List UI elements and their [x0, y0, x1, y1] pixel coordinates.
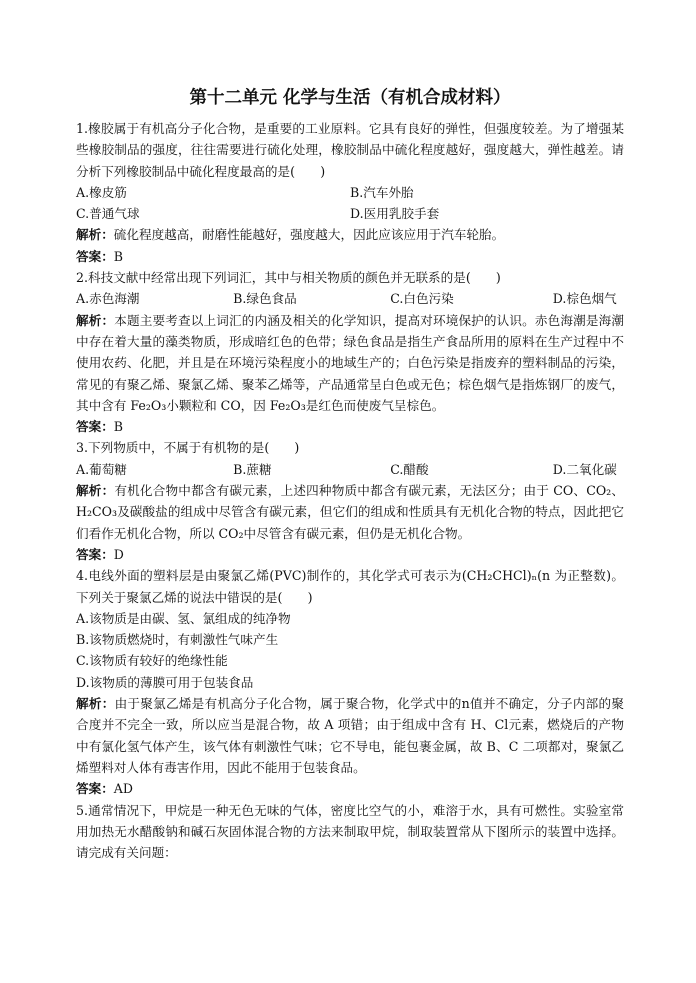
analysis-text: 硫化程度越高，耐磨性能越好，强度越大，因此应该应用于汽车轮胎。	[113, 227, 505, 243]
page-title: 第十二单元 化学与生活（有机合成材料）	[189, 88, 511, 108]
option-c: C.普通气球	[76, 206, 140, 222]
question-1-stem: 1.橡胶属于有机高分子化合物，是重要的工业原料。它具有良好的弹性，但强度较差。为了增强某些橡胶制品的强度，往往需要进行硫化处理，橡胶制品中硫化程度越好，强度越大，弹性越差。请分析下列橡胶制品中硫化程度最高的是( )	[76, 121, 624, 179]
option-b: B.蔗糖	[233, 461, 272, 477]
answer-label: 答案：	[76, 546, 114, 562]
option-b: B.汽车外胎	[350, 184, 414, 200]
answer-value: B	[113, 248, 124, 264]
question-3-answer	[76, 544, 624, 565]
answer-value: AD	[113, 781, 133, 797]
question-2-stem: 2.科技文献中经常出现下列词汇，其中与相关物质的颜色并无联系的是( )	[76, 270, 501, 286]
question-1-options-row-2	[76, 203, 624, 224]
answer-label: 答案：	[76, 781, 114, 797]
option-a: A.橡皮筋	[76, 184, 127, 200]
option-c: C.醋酸	[390, 461, 429, 477]
question-2	[76, 267, 624, 437]
option-a: A.赤色海潮	[76, 291, 140, 307]
answer-label: 答案：	[76, 419, 114, 435]
analysis-label: 解析：	[76, 312, 115, 328]
question-2-analysis	[76, 310, 624, 416]
question-4-stem: 4.电线外面的塑料层是由聚氯乙烯(PVC)制作的，其化学式可表示为(CH₂CHCl)ₙ(n 为正整数)。下列关于聚氯乙烯的说法中错误的是( )	[76, 568, 624, 605]
analysis-label: 解析：	[76, 483, 115, 499]
question-3-options	[76, 459, 624, 480]
option-d: D.棕色烟气	[552, 291, 617, 307]
analysis-text: 本题主要考查以上词汇的内涵及相关的化学知识，提高对环境保护的认识。赤色海潮是海潮中存在着大量的藻类物质，形成暗红色的色带；绿色食品是指生产食品所用的原料在生产过程中不使用农药、化肥，并且是在环境污染程度小的地域生产的；白色污染是指废弃的塑料制品的污染，常见的有聚乙烯、聚氯乙烯、聚苯乙烯等，产品通常呈白色或无色；棕色烟气是指炼钢厂的废气，其中含有 Fe₂O₃小颗粒和 CO，因 Fe₂O₃是红色而使废气呈棕色。	[76, 312, 625, 413]
question-5-stem: 5.通常情况下，甲烷是一种无色无味的气体，密度比空气的小，难溶于水，具有可燃性。实验室常用加热无水醋酸钠和碱石灰固体混合物的方法来制取甲烷，制取装置常从下图所示的装置中选择。请完成有关问题：	[76, 802, 624, 861]
document-page	[76, 86, 624, 863]
answer-label: 答案：	[76, 248, 114, 264]
question-3-stem: 3.下列物质中，不属于有机物的是( )	[76, 440, 300, 456]
option-c: C.该物质有较好的绝缘性能	[76, 653, 228, 669]
question-3-analysis	[76, 480, 624, 544]
option-c: C.白色污染	[390, 291, 454, 307]
question-1-answer	[76, 246, 624, 267]
question-1-options-row-1	[76, 182, 624, 203]
analysis-label: 解析：	[76, 227, 114, 243]
option-b: B.绿色食品	[233, 291, 297, 307]
option-d: D.医用乳胶手套	[350, 206, 440, 222]
question-2-options	[76, 288, 624, 309]
question-1-analysis	[76, 224, 624, 245]
question-5	[76, 800, 624, 864]
option-d: D.二氧化碳	[552, 461, 617, 477]
analysis-text: 由于聚氯乙烯是有机高分子化合物，属于聚合物，化学式中的n值并不确定，分子内部的聚合度并不完全一致，所以应当是混合物，故 A 项错；由于组成中含有 H、Cl元素，燃烧后的产物中有氯化氢气体产生，该气体有刺激性气味；它不导电，能包裹金属，故 B、C 二项都对，聚氯乙烯塑料对人体有毒害作用，因此不能用于包装食品。	[76, 696, 624, 775]
option-a: A.该物质是由碳、氢、氯组成的纯净物	[76, 610, 291, 626]
answer-value: B	[113, 419, 124, 435]
question-4	[76, 565, 624, 799]
answer-value: D	[113, 546, 124, 562]
option-d: D.该物质的薄膜可用于包装食品	[76, 674, 254, 690]
analysis-text: 有机化合物中都含有碳元素，上述四种物质中都含有碳元素，无法区分；由于 CO、CO₂、H₂CO₃及碳酸盐的组成中尽管含有碳元素，但它们的组成和性质具有无机化合物的特点，因此把它们看作无机化合物，所以 CO₂中尽管含有碳元素，但仍是无机化合物。	[76, 483, 624, 541]
question-3	[76, 437, 624, 565]
analysis-label: 解析：	[76, 696, 115, 712]
option-b: B.该物质燃烧时，有刺激性气味产生	[76, 632, 279, 648]
question-4-answer	[76, 778, 624, 799]
question-2-answer	[76, 416, 624, 437]
option-a: A.葡萄糖	[76, 461, 127, 477]
question-1	[76, 118, 624, 267]
question-4-analysis	[76, 693, 624, 778]
